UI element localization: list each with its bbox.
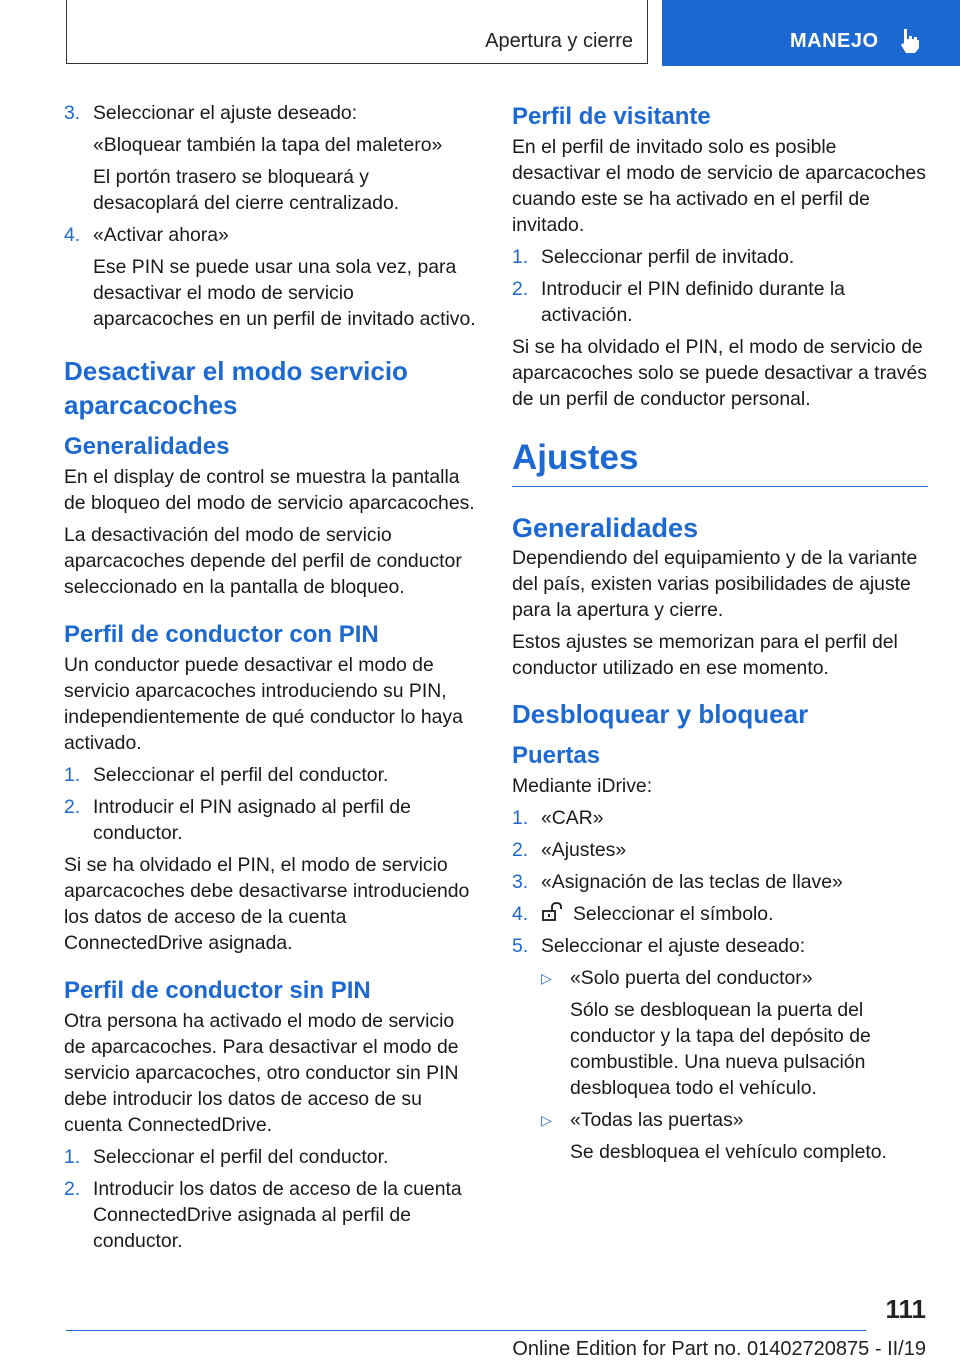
footer-divider — [66, 1330, 866, 1331]
step-number: 3. — [512, 871, 529, 893]
step-detail: Ese PIN se puede usar una sola vez, para desactivar el modo de servicio aparcacoches en un perfil de invitado activo. — [93, 256, 476, 330]
option-item — [512, 965, 928, 991]
list-item — [64, 100, 478, 126]
subsection-heading: Puertas — [512, 742, 601, 769]
paragraph: Dependiendo del equipamiento y de la variante del país, existen varias posibilidades de ajuste para la apertura y cierre. — [512, 547, 918, 621]
paragraph: La desactivación del modo de servicio aparcacoches depende del perfil de conductor seleccionado en la pantalla de bloqueo. — [64, 524, 462, 598]
paragraph: Otra persona ha activado el modo de servicio de aparcacoches. Para desactivar el modo de servicio aparcacoches, otro conductor sin PIN debe introducir los datos de acceso de su cuenta ConnectedDrive. — [64, 1010, 459, 1136]
list-item — [64, 762, 478, 788]
step-number: 2. — [512, 839, 529, 861]
step-number: 3. — [64, 102, 81, 124]
paragraph: Si se ha olvidado el PIN, el modo de servicio aparcacoches debe desactivarse introduciendo los datos de acceso de la cuenta ConnectedDrive asignada. — [64, 854, 470, 954]
step-text: «Asignación de las teclas de llave» — [541, 871, 843, 893]
edition-note: Online Edition for Part no. 01402720875 - II/19 — [512, 1338, 926, 1360]
option-label: «Solo puerta del conductor» — [570, 967, 813, 989]
step-number: 4. — [512, 903, 529, 925]
pointing-hand-icon — [897, 27, 923, 55]
chapter-heading: Ajustes — [512, 436, 928, 487]
paragraph: En el display de control se muestra la pantalla de bloqueo del modo de servicio aparcacoches. — [64, 466, 475, 514]
step-text: Introducir el PIN definido durante la activación. — [541, 278, 845, 326]
page-header — [0, 0, 960, 66]
list-item — [512, 933, 928, 959]
paragraph: Si se ha olvidado el PIN, el modo de servicio de aparcacoches solo se puede desactivar a través de un perfil de conductor personal. — [512, 336, 927, 410]
step-number: 4. — [64, 224, 81, 246]
step-number: 1. — [512, 246, 529, 268]
step-text: «Ajustes» — [541, 839, 627, 861]
subsection-heading: Perfil de conductor con PIN — [64, 621, 379, 648]
option-label: «Todas las puertas» — [570, 1109, 744, 1131]
chapter-tab-label: MANEJO — [790, 30, 879, 52]
page-number: 111 — [885, 1294, 926, 1324]
triangle-bullet-icon: ▷ — [541, 970, 552, 986]
section-heading: Desbloquear y bloquear — [512, 699, 809, 729]
list-item — [64, 1144, 478, 1170]
left-column — [64, 100, 478, 1260]
triangle-bullet-icon: ▷ — [541, 1112, 552, 1128]
section-heading: Generalidades — [512, 513, 699, 543]
list-item — [512, 276, 928, 328]
step-number: 2. — [64, 796, 81, 818]
step-text: «CAR» — [541, 807, 604, 829]
step-number: 1. — [64, 1146, 81, 1168]
option-detail: Se desbloquea el vehículo completo. — [570, 1141, 887, 1163]
step-text: Seleccionar el símbolo. — [573, 903, 774, 925]
step-number: 1. — [512, 807, 529, 829]
section-title: Apertura y cierre — [485, 30, 633, 52]
paragraph: Mediante iDrive: — [512, 775, 653, 797]
list-item — [512, 837, 928, 863]
paragraph: En el perfil de invitado solo es posible desactivar el modo de servicio de aparcacoches cuando este se ha activado en el perfil de invitado. — [512, 136, 926, 236]
step-text: Introducir los datos de acceso de la cuenta ConnectedDrive asignada al perfil de conductor. — [93, 1178, 462, 1252]
right-column — [512, 100, 928, 1171]
section-heading: Desactivar el modo servicio aparcacoches — [64, 356, 408, 420]
step-number: 2. — [64, 1178, 81, 1200]
list-item — [64, 222, 478, 248]
step-text: Seleccionar el ajuste deseado: — [93, 102, 358, 124]
step-text: Introducir el PIN asignado al perfil de conductor. — [93, 796, 411, 844]
list-item — [512, 805, 928, 831]
section-title-box — [66, 0, 648, 64]
list-item — [64, 1176, 478, 1254]
step-text: «Activar ahora» — [93, 224, 229, 246]
subsection-heading: Perfil de visitante — [512, 103, 711, 130]
step-text: Seleccionar el perfil del conductor. — [93, 764, 389, 786]
chapter-tab — [662, 0, 960, 66]
step-detail: «Bloquear también la tapa del maletero» — [93, 134, 443, 156]
option-item — [512, 1107, 928, 1133]
step-text: Seleccionar perfil de invitado. — [541, 246, 795, 268]
paragraph: Un conductor puede desactivar el modo de servicio aparcacoches introduciendo su PIN, independientemente de qué conductor lo haya activado. — [64, 654, 463, 754]
page-footer — [0, 1290, 960, 1362]
subsection-heading: Perfil de conductor sin PIN — [64, 977, 371, 1004]
list-item — [512, 901, 928, 927]
option-detail: Sólo se desbloquean la puerta del conductor y la tapa del depósito de combustible. Una nueva pulsación desbloquea todo el vehículo. — [570, 999, 871, 1099]
step-number: 5. — [512, 935, 529, 957]
step-text: Seleccionar el perfil del conductor. — [93, 1146, 389, 1168]
list-item — [512, 244, 928, 270]
list-item — [64, 794, 478, 846]
step-text: Seleccionar el ajuste deseado: — [541, 935, 806, 957]
paragraph: Estos ajustes se memorizan para el perfil del conductor utilizado en ese momento. — [512, 631, 898, 679]
unlock-icon — [541, 902, 565, 922]
subsection-heading: Generalidades — [64, 433, 230, 460]
list-item — [512, 869, 928, 895]
step-detail: El portón trasero se bloqueará y desacoplará del cierre centralizado. — [93, 166, 400, 214]
step-number: 1. — [64, 764, 81, 786]
step-number: 2. — [512, 278, 529, 300]
